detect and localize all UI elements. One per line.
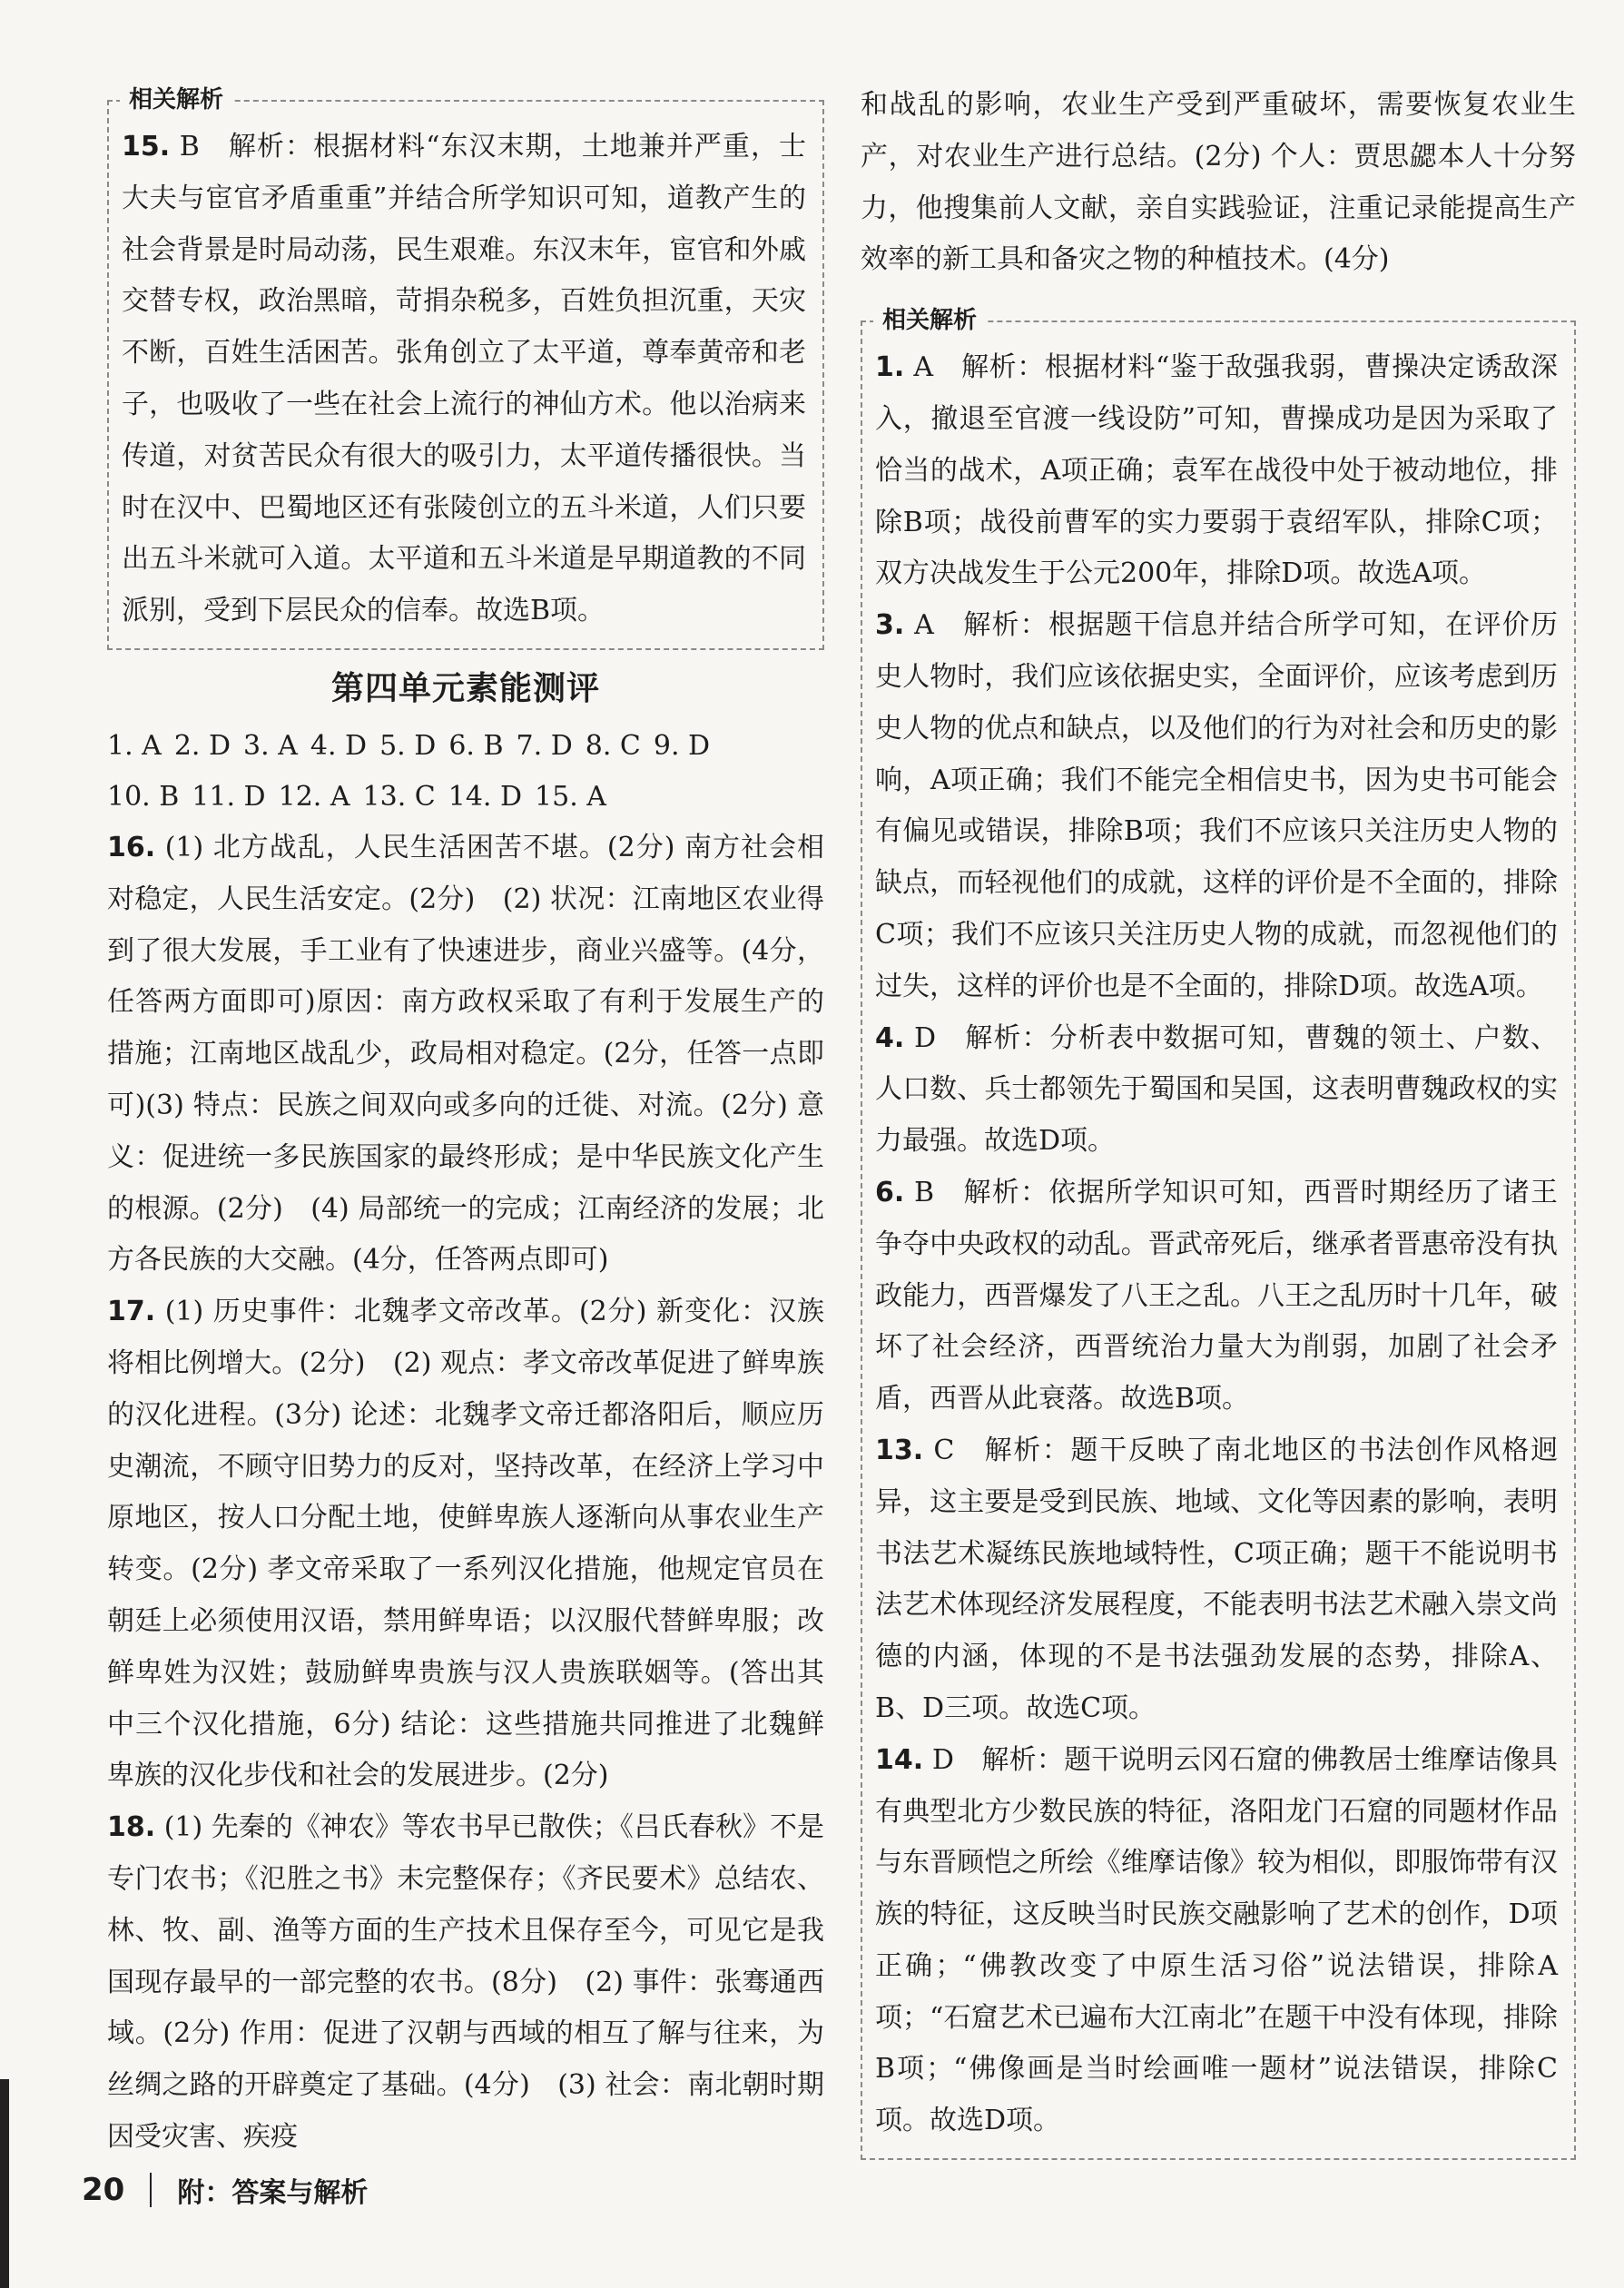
footer-divider xyxy=(150,2173,152,2207)
item-number: 14. xyxy=(875,1743,924,1776)
section-title: 第四单元素能测评 xyxy=(330,669,600,707)
q17-answer: 17. (1) 历史事件：北魏孝文帝改革。(2分) 新变化：汉族将相比例增大。(2分) (2) 观点：孝文帝改革促进了鲜卑族的汉化进程。(3分) 论述：北魏孝文帝迁都洛阳后，顺应历史潮流，不顾守旧势力的反对，坚持改革，在经济上学习中原地区，按人口分配土地，使鲜卑族人逐渐向从事农业生产转变。(2分) 孝文帝采取了一系列汉化措施，他规定官员在朝廷上必须使用汉语，禁用鲜卑语；以汉服代替鲜卑服；改鲜卑姓为汉姓；鼓励鲜卑贵族与汉人贵族联姻等。(答出其中三个汉化措施，6分) 结论：这些措施共同推进了北魏鲜卑族的汉化步伐和社会的发展进步。(2分) xyxy=(107,1296,824,1792)
answer-key-item: 5. D xyxy=(379,729,437,762)
item-number: 4. xyxy=(875,1021,905,1054)
analysis-box-left xyxy=(107,86,824,650)
analysis-item xyxy=(875,1013,1558,1168)
answer-key-item: 13. C xyxy=(362,780,436,813)
analysis-item xyxy=(875,600,1558,1012)
answer-key-row-2 xyxy=(107,772,824,823)
answer-key-item: 1. A xyxy=(107,729,162,762)
answer-key-item: 9. D xyxy=(653,729,711,762)
analysis-box-title: 相关解析 xyxy=(120,84,232,116)
answer-key-item: 7. D xyxy=(516,729,573,762)
answer-key-item: 12. A xyxy=(278,780,350,813)
item-text: C 解析：题干反映了南北地区的书法创作风格迥异，这主要是受到民族、地域、文化等因素的影响，表明书法艺术凝练民族地域特性，C项正确；题干不能说明书法艺术体现经济发展程度，不能表明书法艺术融入崇文尚德的内涵，体现的不是书法强劲发展的态势，排除A、B、D三项。故选C项。 xyxy=(875,1434,1558,1724)
left-column xyxy=(107,0,824,2164)
item-text: A 解析：根据题干信息并结合所学可知，在评价历史人物时，我们应该依据史实，全面评价，应该考虑到历史人物的优点和缺点，以及他们的行为对社会和历史的影响，A项正确；我们不能完全相信史书，因为史书可能会有偏见或错误，排除B项；我们不应该只关注历史人物的缺点，而轻视他们的成就，这样的评价是不全面的，排除C项；我们不应该只关注历史人物的成就，而忽视他们的过失，这样的评价也是不全面的，排除D项。故选A项。 xyxy=(875,609,1558,1002)
page-footer xyxy=(82,2170,368,2210)
q15-analysis: 15. B 解析：根据材料“东汉末期，土地兼并严重，士大夫与宦官矛盾重重”并结合所学知识可知，道教产生的社会背景是时局动荡，民生艰难。东汉末年，宦官和外戚交替专权，政治黑暗，苛捐杂税多，百姓负担沉重，天灾不断，百姓生活困苦。张角创立了太平道，尊奉黄帝和老子，也吸收了一些在社会上流行的神仙方术。他以治病来传道，对贫苦民众有很大的吸引力，太平道传播很快。当时在汉中、巴蜀地区还有张陵创立的五斗米道，人们只要出五斗米就可入道。太平道和五斗米道是早期道教的不同派别，受到下层民众的信奉。故选B项。 xyxy=(122,131,806,627)
footer-label: 附：答案与解析 xyxy=(177,2177,369,2209)
analysis-list xyxy=(875,342,1558,2147)
q18-answer-continued: 和战乱的影响，农业生产受到严重破坏，需要恢复农业生产，对农业生产进行总结。(2分) 个人：贾思勰本人十分努力，他搜集前人文献，亲自实践验证，注重记录能提高生产效率的新工具和备灾之物的种植技术。(4分) xyxy=(861,89,1576,276)
answer-key-item: 10. B xyxy=(107,780,180,813)
answer-key-item: 3. A xyxy=(243,729,298,762)
analysis-item xyxy=(875,1425,1558,1735)
answer-key-item: 6. B xyxy=(448,729,504,762)
item-number: 13. xyxy=(875,1434,924,1466)
item-number: 1. xyxy=(875,351,905,384)
analysis-box-right xyxy=(861,307,1576,2160)
analysis-item xyxy=(875,1735,1558,2147)
analysis-item xyxy=(875,342,1558,600)
answer-key-item: 14. D xyxy=(448,780,523,813)
q18-answer: 18. (1) 先秦的《神农》等农书早已散佚；《吕氏春秋》不是专门农书；《氾胜之书》未完整保存；《齐民要术》总结农、林、牧、副、渔等方面的生产技术且保存至今，可见它是我国现存最早的一部完整的农书。(8分) (2) 事件：张骞通西域。(2分) 作用：促进了汉朝与西域的相互了解与往来，为丝绸之路的开辟奠定了基础。(4分) (3) 社会：南北朝时期因受灾害、疾疫 xyxy=(107,1811,825,2153)
right-column xyxy=(861,0,1576,2160)
answer-key-item: 11. D xyxy=(192,780,266,813)
answer-key-item: 2. D xyxy=(173,729,231,762)
analysis-box-title: 相关解析 xyxy=(873,304,986,337)
item-text: B 解析：依据所学知识可知，西晋时期经历了诸王争夺中央政权的动乱。晋武帝死后，继承者晋惠帝没有执政能力，西晋爆发了八王之乱。八王之乱历时十几年，破坏了社会经济，西晋统治力量大为削弱，加剧了社会矛盾，西晋从此衰落。故选B项。 xyxy=(875,1176,1558,1415)
answer-key-item: 15. A xyxy=(535,780,606,813)
q16-answer: 16. (1) 北方战乱，人民生活困苦不堪。(2分) 南方社会相对稳定，人民生活安定。(2分) (2) 状况：江南地区农业得到了很大发展，手工业有了快速进步，商业兴盛等。(4分，任答两方面即可)原因：南方政权采取了有利于发展生产的措施；江南地区战乱少，政局相对稳定。(2分，任答一点即可)(3) 特点：民族之间双向或多向的迁徙、对流。(2分) 意义：促进统一多民族国家的最终形成；是中华民族文化产生的根源。(2分) (4) 局部统一的完成；江南经济的发展；北方各民族的大交融。(4分，任答两点即可) xyxy=(107,831,824,1277)
page-edge-mark xyxy=(0,2079,9,2288)
analysis-item xyxy=(875,1168,1558,1425)
answer-key-row-1 xyxy=(107,721,824,772)
item-text: A 解析：根据材料“鉴于敌强我弱，曹操决定诱敌深入，撤退至官渡一线设防”可知，曹操成功是因为采取了恰当的战术，A项正确；袁军在战役中处于被动地位，排除B项；战役前曹军的实力要弱于袁绍军队，排除C项；双方决战发生于公元200年，排除D项。故选A项。 xyxy=(875,351,1558,590)
page-number: 20 xyxy=(82,2172,125,2208)
item-text: D 解析：题干说明云冈石窟的佛教居士维摩诘像具有典型北方少数民族的特征，洛阳龙门石窟的同题材作品与东晋顾恺之所绘《维摩诘像》较为相似，即服饰带有汉族的特征，这反映当时民族交融影响了艺术的创作，D项正确；“佛教改变了中原生活习俗”说法错误，排除A项；“石窟艺术已遍布大江南北”在题干中没有体现，排除B项；“佛像画是当时绘画唯一题材”说法错误，排除C项。故选D项。 xyxy=(875,1743,1558,2137)
item-number: 6. xyxy=(875,1176,905,1208)
answer-key-item: 8. C xyxy=(585,729,641,762)
item-text: D 解析：分析表中数据可知，曹魏的领土、户数、人口数、兵士都领先于蜀国和吴国，这表明曹魏政权的实力最强。故选D项。 xyxy=(875,1021,1558,1158)
item-number: 3. xyxy=(875,609,905,642)
answer-key-item: 4. D xyxy=(310,729,368,762)
